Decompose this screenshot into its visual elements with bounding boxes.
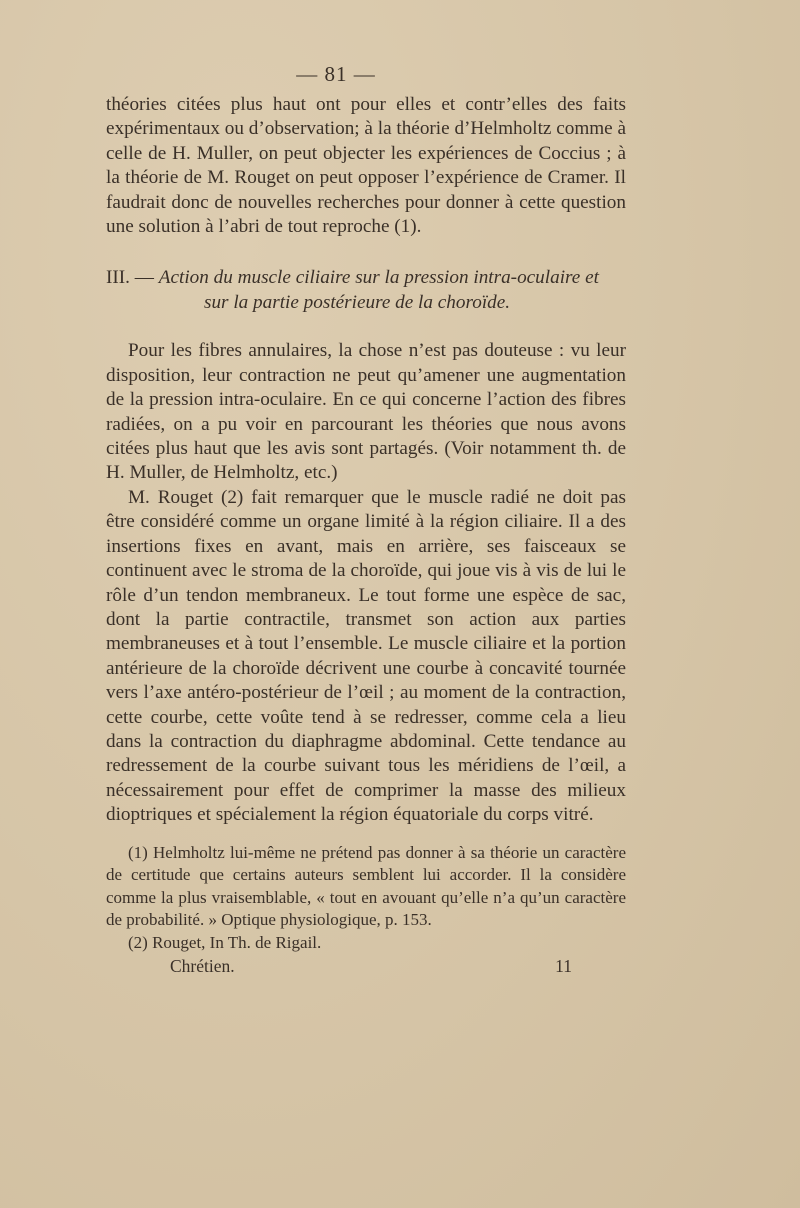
signature-author: Chrétien. <box>170 956 235 977</box>
page-number: — 81 — <box>296 62 376 86</box>
section-title-line2: sur la partie postérieure de la choroïde. <box>204 292 511 314</box>
section-title-line1: Action du muscle ciliaire sur la pression intra-oculaire et <box>158 267 599 289</box>
footnote-2: (2) Rouget, In Th. de Rigail. <box>128 932 322 952</box>
section-heading <box>106 265 626 315</box>
page <box>106 62 626 977</box>
paragraph-intro: théories citées plus haut ont pour elles et contr’elles des faits expérimentaux ou d’observation; à la théorie d’Helmholtz comme à celle de H. Muller, on peut objecter les expériences de Coccius ; à la théorie de M. Rouget on peut opposer l’expérience de Cramer. Il faudrait donc de nouvelles recherches pour donner à cette question une solution à l’abri de tout reproche (1). <box>106 94 627 238</box>
signature-line <box>106 956 626 977</box>
footnotes <box>106 842 626 955</box>
paragraph-fibres: Pour les fibres annulaires, la chose n’est pas douteuse : vu leur disposition, leur contraction ne peut qu’amener une augmentation de la pression intra-oculaire. En ce qui concerne l’action des fibres radiées, on a pu voir en parcourant les théories que nous avons citées plus haut que les avis sont partagés. (Voir notamment th. de H. Muller, de Helmholtz, etc.) <box>106 340 626 484</box>
section-number: III. — <box>106 267 154 289</box>
footnote-1: (1) Helmholtz lui-même ne prétend pas donner à sa théorie un caractère de certitude que certains auteurs semblent lui accorder. Il la considère comme la plus vraisemblable, « tout en avouant qu’elle n’a qu’un caractère de probabilité. » Optique physiologique, p. 153. <box>106 842 626 930</box>
signature-number: 11 <box>555 956 572 977</box>
paragraph-rouget: M. Rouget (2) fait remarquer que le muscle radié ne doit pas être considéré comme un organe limité à la région ciliaire. Il a des insertions fixes en avant, mais en arrière, ses faisceaux se continuent avec le stroma de la choroïde, qui joue vis à vis de lui le rôle d’un tendon membraneux. Le tout forme une espèce de sac, dont la partie contractile, transmet son action aux parties membraneuses et à tout l’ensemble. Le muscle ciliaire et la portion antérieure de la choroïde décrivent une courbe à concavité tournée vers l’axe antéro-postérieur de l’œil ; au moment de la contraction, cette courbe, cette voûte tend à se redresser, comme cela a lieu dans la contraction du diaphragme abdominal. Cette tendance au redressement de la courbe suivant tous les méridiens de l’œil, a nécessairement pour effet de comprimer la masse des milieux dioptriques et spécialement la région équatoriale du corps vitré. <box>106 486 626 826</box>
